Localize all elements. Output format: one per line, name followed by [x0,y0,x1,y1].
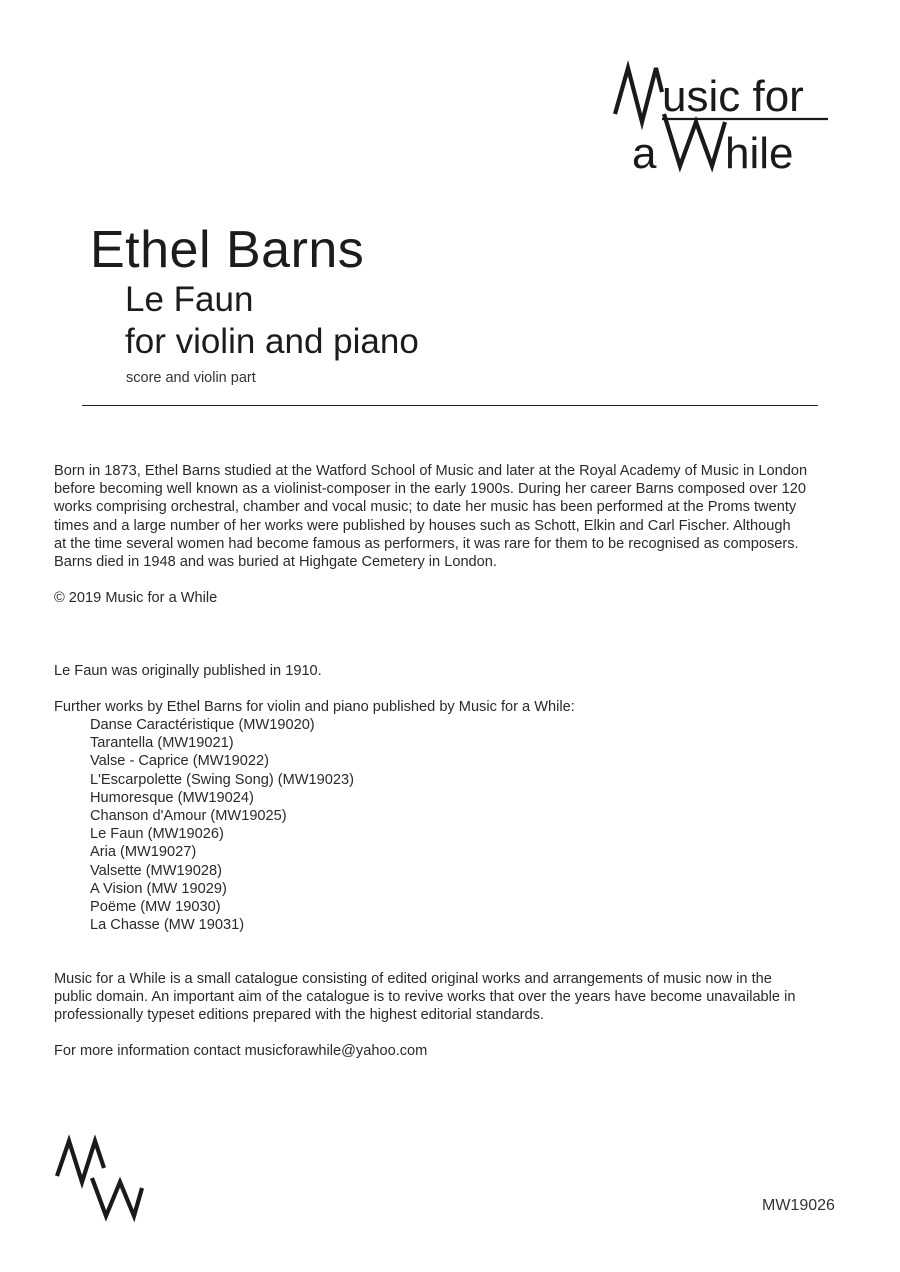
piece-title: Le Faun [125,280,254,319]
logo-m-mark [615,68,662,122]
biography-line: works comprising orchestral, chamber and vocal music; to date her music has been performed at the Proms twenty [54,499,797,516]
original-publication-note: Le Faun was originally published in 1910. [54,663,322,679]
list-item: Valsette (MW19028) [90,862,222,879]
logo-line1: usic for [662,72,804,121]
header-divider [82,405,818,406]
logo-w-mark [664,114,725,166]
further-works-heading: Further works by Ethel Barns for violin and piano published by Music for a While: [54,699,575,715]
list-item: Danse Caractéristique (MW19020) [90,717,315,733]
instrumentation: for violin and piano [125,322,419,361]
composer-name: Ethel Barns [90,221,365,279]
list-item: Humoresque (MW19024) [90,789,254,806]
list-item: La Chasse (MW 19031) [90,917,245,934]
catalogue-description [54,970,844,1025]
catalogue-line: Music for a While is a small catalogue consisting of edited original works and arrangements of music now in the [54,971,772,987]
biography-line: times and a large number of her works were published by houses such as Schott, Elkin and Carl Fischer. Although [54,517,791,534]
catalogue-number: MW19026 [762,1197,835,1214]
list-item: A Vision (MW 19029) [90,880,227,897]
logo-line2-b: hile [725,129,794,178]
catalogue-line: public domain. An important aim of the catalogue is to revive works that over the years have become unavailable in [54,989,796,1006]
catalogue-line: professionally typeset editions prepared with the highest editorial standards. [54,1007,544,1024]
biography [54,462,844,571]
further-works-list [90,716,354,934]
edition-subtitle: score and violin part [126,370,256,386]
list-item: Tarantella (MW19021) [90,735,234,752]
contact-info: For more information contact musicforawhile@yahoo.com [54,1043,428,1059]
list-item: Aria (MW19027) [90,844,197,861]
copyright-notice: © 2019 Music for a While [54,590,218,606]
list-item: Valse - Caprice (MW19022) [90,753,269,770]
list-item: Poëme (MW 19030) [90,899,221,916]
mw-monogram-logo [54,1138,144,1220]
biography-line: at the time several women had become famous as performers, it was rare for them to be recognised as composers. [54,535,799,552]
publisher-logo [612,62,837,178]
biography-line: Born in 1873, Ethel Barns studied at the Watford School of Music and later at the Royal Academy of Music in London [54,463,808,479]
list-item: Chanson d'Amour (MW19025) [90,808,287,825]
list-item: Le Faun (MW19026) [90,826,224,843]
logo-line2-a: a [632,129,657,178]
list-item: L'Escarpolette (Swing Song) (MW19023) [90,771,354,788]
biography-line: Barns died in 1948 and was buried at Highgate Cemetery in London. [54,554,497,571]
biography-line: before becoming well known as a violinist-composer in the early 1900s. During her career Barns composed over 120 [54,481,806,498]
